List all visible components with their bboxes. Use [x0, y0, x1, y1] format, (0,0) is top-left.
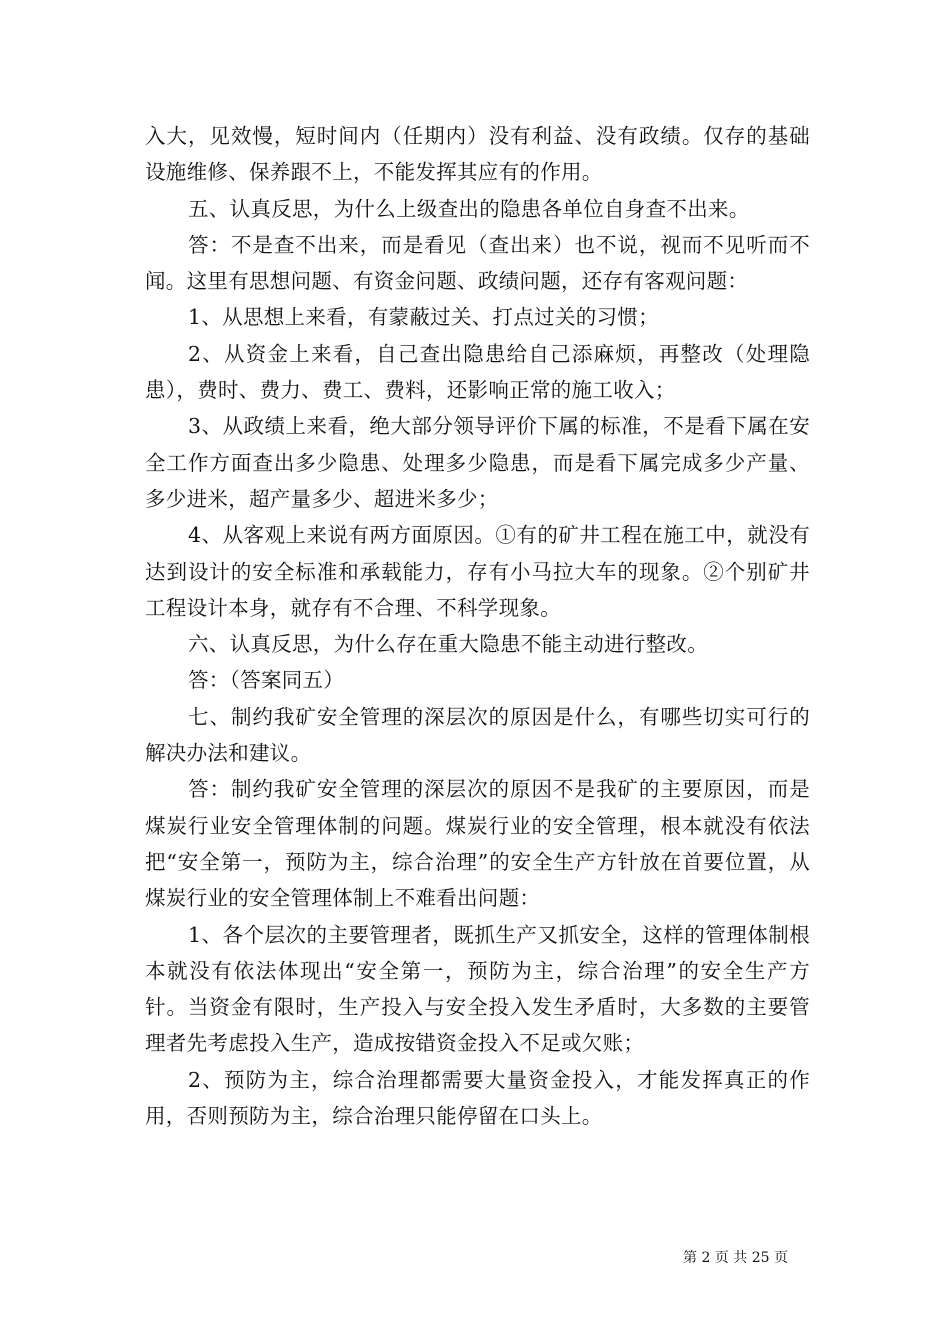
paragraph-4: 1、从思想上来看，有蒙蔽过关、打点过关的习惯； — [188, 305, 659, 330]
paragraph-2: 五、认真反思，为什么上级查出的隐患各单位自身查不出来。 — [188, 196, 750, 221]
paragraph-10: 七、制约我矿安全管理的深层次的原因是什么，有哪些切实可行的解决办法和建议。 — [145, 704, 810, 766]
paragraph-8: 六、认真反思，为什么存在重大隐患不能主动进行整改。 — [188, 632, 708, 657]
page-number-footer: 第 2 页 共 25 页 — [683, 1250, 788, 1266]
paragraph-7: 4、从客观上来说有两方面原因。①有的矿井工程在施工中，就没有达到设计的安全标准和承载能力，存有小马拉大车的现象。②个别矿井工程设计本身，就存有不合理、不科学现象。 — [145, 523, 810, 620]
paragraph-12: 1、各个层次的主要管理者，既抓生产又抓安全，这样的管理体制根本就没有依法体现出“安全第一，预防为主，综合治理”的安全生产方针。当资金有限时，生产投入与安全投入发生矛盾时，大多数的主要管理者先考虑投入生产，造成按错资金投入不足或欠账； — [145, 922, 810, 1056]
paragraph-1: 入大，见效慢，短时间内（任期内）没有利益、没有政绩。仅存的基础设施维修、保养跟不上，不能发挥其应有的作用。 — [145, 124, 810, 185]
paragraph-9: 答：（答案同五） — [188, 668, 345, 693]
paragraph-5: 2、从资金上来看，自己查出隐患给自己添麻烦，再整改（处理隐患），费时、费力、费工、费料，还影响正常的施工收入； — [145, 341, 810, 403]
paragraph-13: 2、预防为主，综合治理都需要大量资金投入，才能发挥真正的作用，否则预防为主，综合治理只能停留在口头上。 — [145, 1067, 810, 1129]
document-body — [145, 118, 810, 1134]
paragraph-6: 3、从政绩上来看，绝大部分领导评价下属的标准，不是看下属在安全工作方面查出多少隐患、处理多少隐患，而是看下属完成多少产量、多少进米，超产量多少、超进米多少； — [145, 414, 810, 511]
paragraph-11: 答：制约我矿安全管理的深层次的原因不是我矿的主要原因，而是煤炭行业安全管理体制的问题。煤炭行业的安全管理，根本就没有依法把“安全第一，预防为主，综合治理”的安全生产方针放在首要位置，从煤炭行业的安全管理体制上不难看出问题： — [145, 777, 810, 911]
paragraph-3: 答：不是查不出来，而是看见（查出来）也不说，视而不见听而不闻。这里有思想问题、有资金问题、政绩问题，还存有客观问题： — [145, 232, 810, 294]
